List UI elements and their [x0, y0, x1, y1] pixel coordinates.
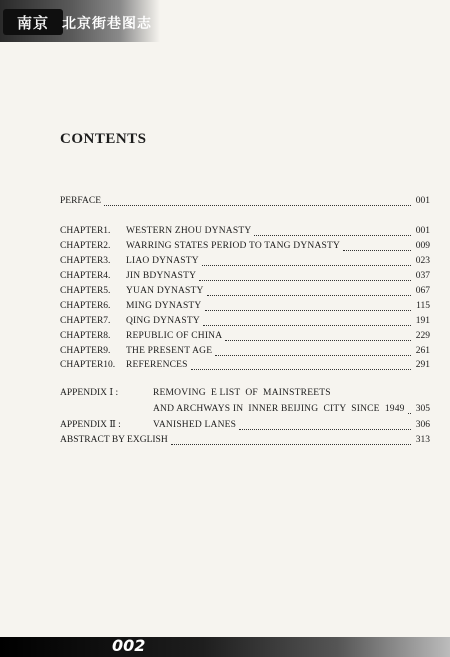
toc-page-number: 037 [415, 271, 430, 281]
toc-page-number: 115 [416, 301, 430, 311]
toc-label: CHAPTER7. [60, 316, 111, 326]
page-number: 002 [112, 636, 146, 655]
dot-leader [225, 331, 411, 341]
toc-entry-chapter [60, 239, 430, 253]
toc-entry-chapter [60, 358, 430, 372]
toc-title: REFERENCES [126, 360, 188, 370]
book-title: 北京街巷图志 [62, 16, 152, 32]
toc-page-number: 306 [415, 420, 430, 430]
toc-title: YUAN DYNASTY [126, 286, 204, 296]
dot-leader [207, 286, 411, 296]
dot-leader [202, 256, 411, 266]
toc-page-number: 305 [415, 404, 430, 414]
dot-leader [191, 360, 411, 370]
footer-band [0, 637, 450, 657]
toc-title: MING DYNASTY [126, 301, 202, 311]
header-band [0, 0, 160, 42]
toc-label: CHAPTER5. [60, 286, 111, 296]
dot-leader [104, 196, 411, 206]
toc-label: CHAPTER8. [60, 331, 111, 341]
dot-leader [408, 404, 411, 414]
dot-leader [199, 271, 411, 281]
toc-page-number: 001 [415, 226, 430, 236]
toc-entry-chapter [60, 284, 430, 298]
toc-entry-chapter [60, 269, 430, 283]
toc-title: WARRING STATES PERIOD TO TANG DYNASTY [126, 241, 341, 251]
toc-page-number: 191 [415, 316, 430, 326]
series-logo [3, 9, 63, 35]
toc-title: JIN BDYNASTY [126, 271, 197, 281]
toc-entry-chapter [60, 224, 430, 238]
toc-page-number: 009 [415, 241, 430, 251]
toc-page-number: 291 [415, 360, 430, 370]
toc-entry-preface [60, 194, 430, 208]
toc-title: REPUBLIC OF CHINA [126, 331, 223, 341]
toc-entry-abstract [60, 433, 430, 447]
toc-page-number: 313 [415, 435, 430, 445]
logo-text: 南京 [16, 13, 49, 32]
toc-label: ABSTRACT BY EXGLISH [60, 435, 168, 445]
dot-leader [239, 420, 411, 430]
toc-label: CHAPTER6. [60, 301, 111, 311]
toc-page-number: 001 [415, 196, 430, 206]
toc-label: CHAPTER4. [60, 271, 111, 281]
dot-leader [254, 226, 411, 236]
toc-entry-appendix [60, 418, 430, 432]
toc-page-number: 261 [415, 346, 430, 356]
dot-leader [205, 301, 412, 311]
toc-page-number: 229 [415, 331, 430, 341]
toc-page-number: 067 [415, 286, 430, 296]
toc-entry-appendix [60, 386, 430, 400]
toc-entry-chapter [60, 314, 430, 328]
toc-title: VANISHED LANES [153, 420, 237, 430]
toc-page-number: 023 [415, 256, 430, 266]
dot-leader [203, 316, 411, 326]
toc-title: WESTERN ZHOU DYNASTY [126, 226, 252, 236]
toc-label: CHAPTER2. [60, 241, 111, 251]
toc-title: QING DYNASTY [126, 316, 200, 326]
toc-label: APPENDIX Ⅱ : [60, 420, 121, 430]
toc-label: CHAPTER10. [60, 360, 116, 370]
toc-title: REMOVING E LIST OF MAINSTREETS [153, 388, 331, 398]
toc-entry-chapter [60, 329, 430, 343]
toc-title: THE PRESENT AGE [126, 346, 213, 356]
toc-label: CHAPTER9. [60, 346, 111, 356]
toc-title: LIAO DYNASTY [126, 256, 199, 266]
toc-entry-chapter [60, 299, 430, 313]
dot-leader [171, 435, 411, 445]
toc-entry-chapter [60, 344, 430, 358]
page-title: CONTENTS [60, 131, 147, 147]
toc-title: AND ARCHWAYS IN INNER BEIJING CITY SINCE 1949 [153, 404, 405, 414]
dot-leader [215, 346, 411, 356]
toc-entry-appendix-continued [153, 402, 430, 416]
toc-label: PERFACE [60, 196, 102, 206]
toc-label: APPENDIX Ⅰ : [60, 388, 119, 398]
toc-entry-chapter [60, 254, 430, 268]
toc-label: CHAPTER3. [60, 256, 111, 266]
toc-label: CHAPTER1. [60, 226, 111, 236]
dot-leader [343, 241, 411, 251]
